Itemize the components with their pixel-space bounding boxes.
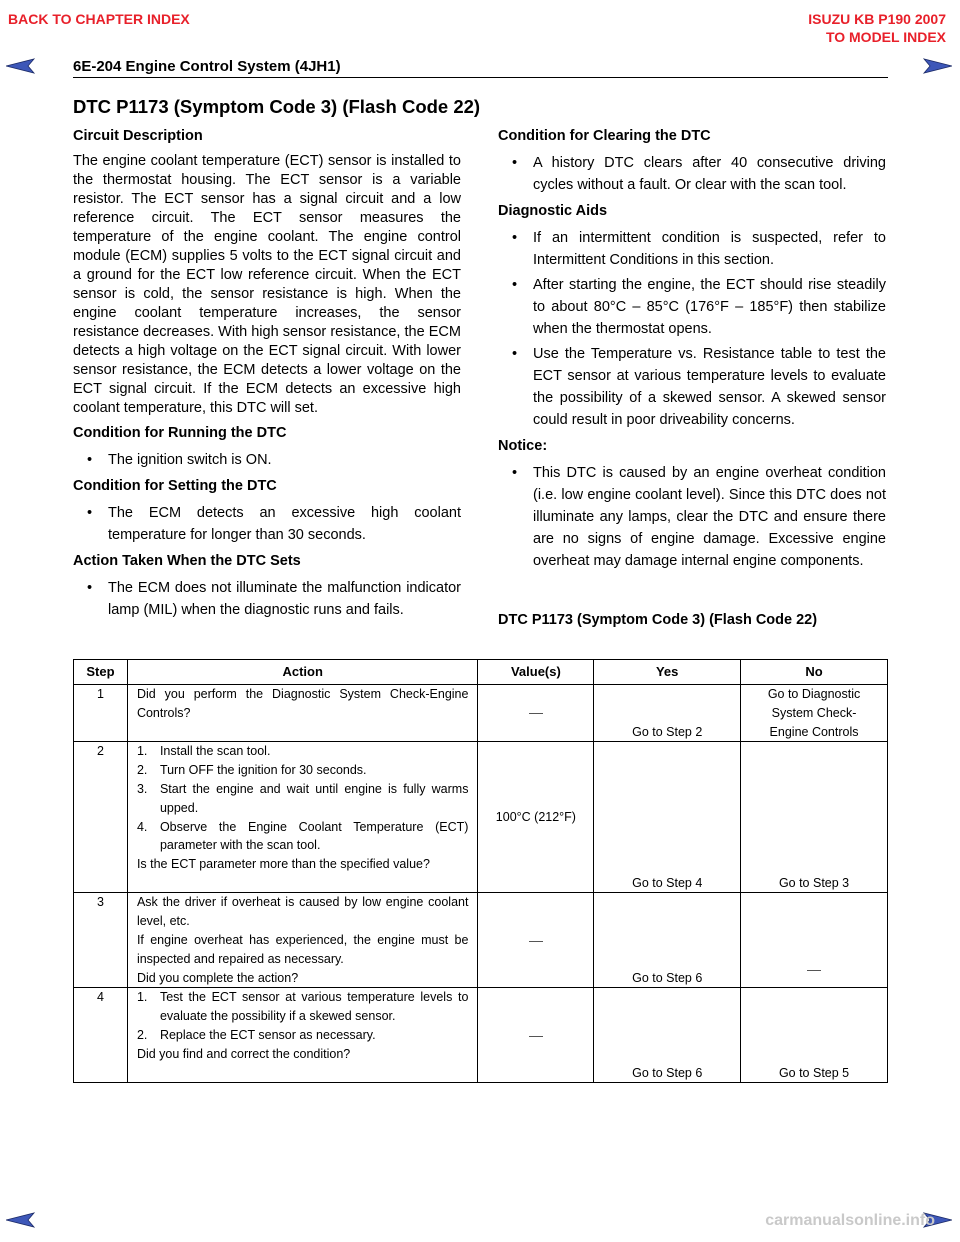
step-number: 4 [74, 988, 128, 1083]
list-item: 2. Turn OFF the ignition for 30 seconds. [136, 763, 367, 778]
table-row [74, 988, 888, 1083]
step-value: 100°C (212°F) [478, 742, 594, 893]
right-column [498, 127, 886, 578]
step-no[interactable]: Go to Step 3 [741, 742, 888, 893]
circuit-description-text: The engine coolant temperature (ECT) sensor is installed to the thermostat housing. The ECT sensor is a variable resistor. The ECT sensor has a signal circuit and a low reference circuit. The ECT sensor measures the temperature of the engine coolant. The engine control module (ECM) supplies 5 volts to the ECT signal circuit and a ground for the ECT low reference circuit. When the ECT sensor is cold, the sensor resistance is high. When the engine coolant temperature increases, the sensor resistance decreases. With high sensor resistance, the ECM detects a high voltage on the ECT signal circuit. With lower sensor resistance, the ECM detects a lower voltage on the ECT signal circuit. If the ECM detects an excessive high coolant temperature, this DTC will set. [73, 153, 461, 416]
list-item: • The ignition switch is ON. [87, 452, 272, 468]
action-taken-heading: Action Taken When the DTC Sets [73, 553, 301, 569]
to-model-index-link[interactable]: TO MODEL INDEX [825, 29, 946, 45]
not-applicable-dash [807, 970, 821, 971]
table-row [74, 685, 888, 742]
list-item: 1. Install the scan tool. [136, 744, 271, 759]
step-yes[interactable]: Go to Step 6 [594, 988, 741, 1083]
list-item: • A history DTC clears after 40 consecutive driving cycles without a fault. Or clear with the scan tool. [512, 155, 886, 193]
column-header-action: Action [127, 660, 478, 685]
diagnostic-aids-heading: Diagnostic Aids [498, 203, 608, 219]
running-condition-heading: Condition for Running the DTC [73, 425, 287, 441]
next-page-arrow-icon[interactable] [922, 58, 952, 74]
step-value [478, 988, 594, 1083]
column-header-no: No [741, 660, 888, 685]
list-item: • After starting the engine, the ECT should rise steadily to about 80°C – 85°C (176°F – 185°F) then stabilize when the thermostat opens. [512, 277, 886, 337]
watermark: carmanualsonline.info [765, 1212, 935, 1229]
list-item: • The ECM does not illuminate the malfunction indicator lamp (MIL) when the diagnostic runs and fails. [87, 580, 461, 618]
step-number: 1 [74, 685, 128, 742]
page-header: 6E-204 Engine Control System (4JH1) [73, 58, 341, 75]
circuit-description-heading: Circuit Description [73, 128, 203, 144]
step-number: 3 [74, 893, 128, 988]
not-applicable-dash [529, 713, 543, 714]
notice-heading: Notice: [498, 438, 548, 454]
previous-page-arrow-icon[interactable] [6, 58, 36, 74]
list-item: • The ECM detects an excessive high coolant temperature for longer than 30 seconds. [87, 505, 461, 543]
step-yes[interactable]: Go to Step 4 [594, 742, 741, 893]
list-item: 2. Replace the ECT sensor as necessary. [136, 1027, 376, 1042]
step-yes[interactable]: Go to Step 6 [594, 893, 741, 988]
list-item: 4. Observe the Engine Coolant Temperature (ECT) parameter with the scan tool. [136, 819, 469, 853]
step-action: 1. Test the ECT sensor at various temperature levels to evaluate the possibility if a skewed sensor. 2. Replace the ECT sensor as necessary. Did you find and correct the condition? [127, 988, 478, 1083]
column-header-yes: Yes [594, 660, 741, 685]
step-value [478, 685, 594, 742]
previous-page-bottom-arrow-icon[interactable] [6, 1212, 36, 1228]
not-applicable-dash [529, 1036, 543, 1037]
page-title: DTC P1173 (Symptom Code 3) (Flash Code 22) [73, 96, 481, 117]
header-divider [73, 77, 888, 78]
left-column [73, 127, 461, 627]
step-number: 2 [74, 742, 128, 893]
model-title-link[interactable]: ISUZU KB P190 2007 [808, 11, 946, 27]
table-row [74, 742, 888, 893]
back-to-chapter-index-link[interactable]: BACK TO CHAPTER INDEX [8, 11, 190, 27]
step-no[interactable]: Go to Step 5 [741, 988, 888, 1083]
step-value [478, 893, 594, 988]
column-header-step: Step [74, 660, 128, 685]
list-item: 3. Start the engine and wait until engine is fully warms upped. [136, 781, 469, 815]
list-item: • Use the Temperature vs. Resistance table to test the ECT sensor at various temperature levels to evaluate the possibility of a skewed sensor. A skewed sensor could result in poor driveability concerns. [512, 346, 886, 428]
step-action: Did you perform the Diagnostic System Check-Engine Controls? [127, 685, 478, 742]
step-action: Ask the driver if overheat is caused by low engine coolant level, etc. If engine overheat has experienced, the engine must be inspected and repaired as necessary. Did you complete the action? [127, 893, 478, 988]
step-no [741, 893, 888, 988]
table-header-row [74, 660, 888, 685]
clearing-condition-heading: Condition for Clearing the DTC [498, 128, 711, 144]
setting-condition-heading: Condition for Setting the DTC [73, 478, 277, 494]
list-item: • This DTC is caused by an engine overheat condition (i.e. low engine coolant level). Since this DTC does not illuminate any lamps, clear the DTC and ensure there are no signs of engine damage. Excessive engine overheat may damage internal engine components. [512, 465, 886, 569]
list-item: • If an intermittent condition is suspected, refer to Intermittent Conditions in this section. [512, 230, 886, 268]
step-action: 1. Install the scan tool. 2. Turn OFF the ignition for 30 seconds. 3. Start the engine and wait until engine is fully warms upped. 4. Observe the Engine Coolant Temperature (ECT) parameter with the scan tool. Is the ECT parameter more than the specified value? [127, 742, 478, 893]
table-row [74, 893, 888, 988]
step-no[interactable]: Go to Diagnostic System Check-Engine Controls [741, 685, 888, 742]
column-header-values: Value(s) [478, 660, 594, 685]
not-applicable-dash [529, 941, 543, 942]
table-title: DTC P1173 (Symptom Code 3) (Flash Code 22) [498, 612, 818, 628]
diagnostic-table [73, 659, 888, 1083]
list-item: 1. Test the ECT sensor at various temperature levels to evaluate the possibility if a skewed sensor. [136, 990, 469, 1024]
step-yes[interactable]: Go to Step 2 [594, 685, 741, 742]
